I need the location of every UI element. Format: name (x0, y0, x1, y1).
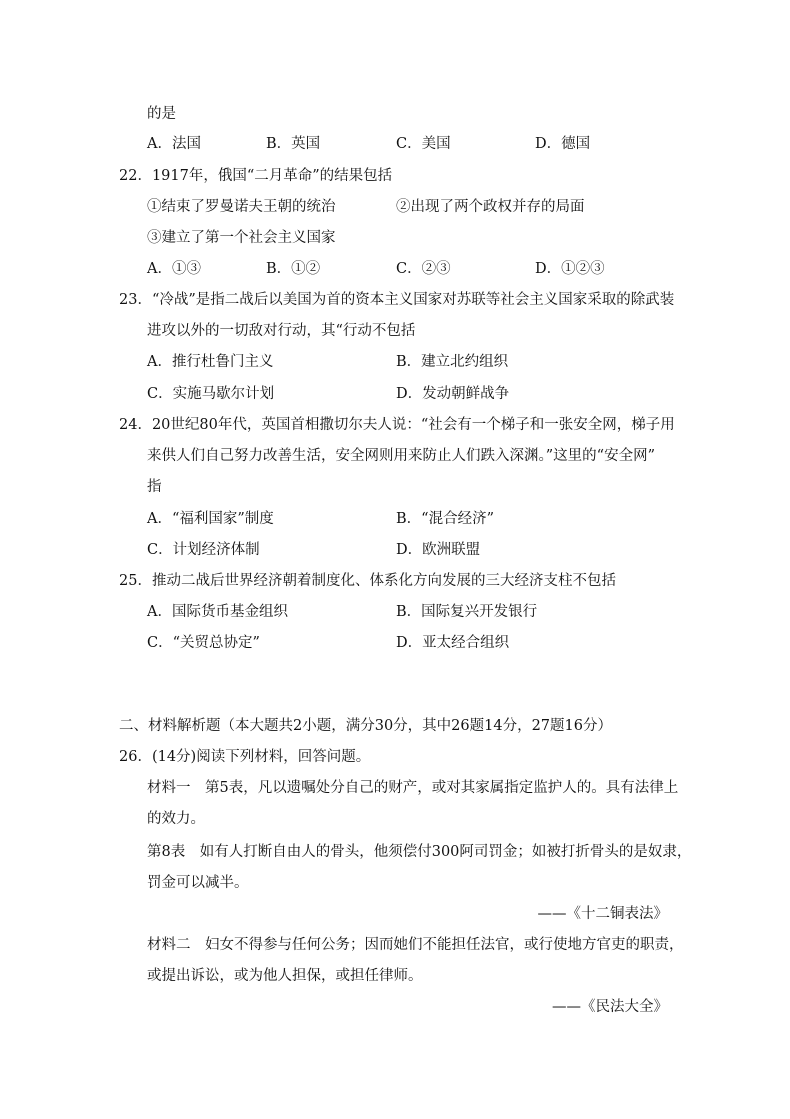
material-2-line-2: 或提出诉讼，或为他人担保，或担任律师。 (147, 968, 423, 984)
material-2-line-1: 材料二 妇女不得参与任何公务；因而她们不能担任法官，或行使地方官吏的职责， (147, 937, 684, 953)
q21-option-b: B．英国 (266, 136, 321, 152)
material-1-line-4: 罚金可以减半。 (147, 875, 249, 891)
q21-option-d: D．德国 (535, 136, 591, 152)
q23-option-b: B．建立北约组织 (396, 354, 509, 370)
q24-option-d: D．欧洲联盟 (396, 542, 481, 558)
q21-option-a: A．法国 (147, 136, 201, 152)
section-2-heading: 二、材料解析题（本大题共2小题，满分30分，其中26题14分，27题16分） (119, 718, 612, 734)
q22-statement-3: ③建立了第一个社会主义国家 (147, 230, 336, 246)
q24-option-a: A．“福利国家”制度 (147, 511, 274, 527)
material-1-line-3: 第8表 如有人打断自由人的骨头，他须偿付300阿司罚金；如被打折骨头的是奴隶， (147, 844, 692, 860)
q23-option-d: D．发动朝鲜战争 (396, 386, 510, 402)
q22-statement-2: ②出现了两个政权并存的局面 (396, 199, 585, 215)
q22-statement-1: ①结束了罗曼诺夫王朝的统治 (147, 199, 336, 215)
q24-stem-line-3: 指 (147, 479, 162, 495)
q25-stem: 25．推动二战后世界经济朝着制度化、体系化方向发展的三大经济支柱不包括 (119, 573, 616, 589)
q23-option-c: C．实施马歇尔计划 (147, 386, 275, 402)
q26-stem: 26．(14分)阅读下列材料，回答问题。 (119, 749, 371, 765)
material-1-line-2: 的效力。 (147, 811, 205, 827)
material-1-line-1: 材料一 第5表，凡以遗嘱处分自己的财产，或对其家属指定监护人的。具有法律上 (147, 780, 679, 796)
q23-option-a: A．推行杜鲁门主义 (147, 354, 274, 370)
q24-stem-line-1: 24．20世纪80年代，英国首相撒切尔夫人说：“社会有一个梯子和一张安全网，梯子用 (119, 417, 675, 433)
q22-option-a: A．①③ (147, 261, 201, 277)
q25-option-d: D．亚太经合组织 (396, 635, 510, 651)
material-1-source: ——《十二铜表法》 (537, 906, 668, 922)
q21-stem-tail: 的是 (147, 106, 176, 122)
q21-option-c: C．美国 (396, 136, 451, 152)
q22-option-c: C．②③ (396, 261, 451, 277)
q23-stem-line-2: 进攻以外的一切敌对行动，其“行动不包括 (147, 323, 416, 339)
material-2-source: ——《民法大全》 (552, 999, 668, 1015)
q22-option-d: D．①②③ (535, 261, 605, 277)
q23-stem-line-1: 23．“冷战”是指二战后以美国为首的资本主义国家对苏联等社会主义国家采取的除武装 (119, 292, 675, 308)
q25-option-a: A．国际货币基金组织 (147, 604, 288, 620)
q22-stem: 22．1917年，俄国“二月革命”的结果包括 (119, 168, 393, 184)
q24-option-b: B．“混合经济” (396, 511, 494, 527)
q24-option-c: C．计划经济体制 (147, 542, 260, 558)
q25-option-c: C．“关贸总协定” (147, 635, 260, 651)
q24-stem-line-2: 来供人们自己努力改善生活，安全网则用来防止人们跌入深渊。”这里的“安全网” (147, 448, 655, 464)
q22-option-b: B．①② (266, 261, 321, 277)
q25-option-b: B．国际复兴开发银行 (396, 604, 538, 620)
